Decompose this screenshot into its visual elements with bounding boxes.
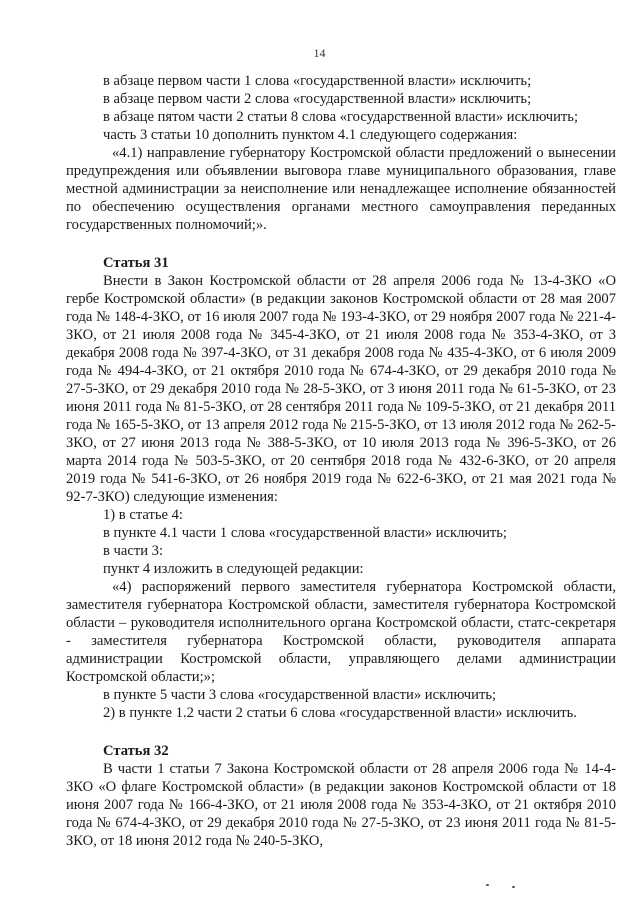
paragraph: в пункте 5 части 3 слова «государственной власти» исключить;	[103, 687, 497, 703]
paragraph: 1) в статье 4:	[103, 507, 183, 523]
paragraph: в пункте 4.1 части 1 слова «государственной власти» исключить;	[103, 525, 507, 541]
scan-speck	[486, 884, 489, 886]
quoted-paragraph: «4.1) направление губернатору Костромской области предложений о вынесении предупреждения или объявлении выговора главе муниципального образования, главе местной администрации за неисполнение или ненадлежащее исполнение обязанностей по обеспечению осуществления органами местного самоуправления переданных государственных полномочий;».	[66, 145, 616, 233]
paragraph: в абзаце пятом части 2 статьи 8 слова «государственной власти» исключить;	[103, 109, 579, 125]
scan-speck	[512, 886, 515, 888]
document-body	[66, 72, 616, 850]
paragraph: пункт 4 изложить в следующей редакции:	[103, 561, 364, 577]
page-number: 14	[313, 46, 326, 60]
paragraph: Внести в Закон Костромской области от 28 апреля 2006 года № 13-4-ЗКО «О гербе Костромской области» (в редакции законов Костромской области от 28 мая 2007 года № 148-4-ЗКО, от 16 июля 2007 года № 193-4-ЗКО, от 29 ноября 2007 года № 221-4-ЗКО, от 21 июля 2008 года № 345-4-ЗКО, от 21 июля 2008 года № 353-4-ЗКО, от 3 декабря 2008 года № 397-4-ЗКО, от 31 декабря 2008 года № 435-4-ЗКО, от 6 июля 2009 года № 494-4-ЗКО, от 21 октября 2010 года № 674-4-ЗКО, от 29 декабря 2010 года № 27-5-ЗКО, от 29 декабря 2010 года № 28-5-ЗКО, от 3 июня 2011 года № 61-5-ЗКО, от 23 июня 2011 года № 81-5-ЗКО, от 28 сентября 2011 года № 109-5-ЗКО, от 21 декабря 2011 года № 165-5-ЗКО, от 13 апреля 2012 года № 215-5-ЗКО, от 13 июля 2012 года № 262-5-ЗКО, от 27 июня 2013 года № 388-5-ЗКО, от 10 июля 2013 года № 396-5-ЗКО, от 26 марта 2014 года № 503-5-ЗКО, от 20 сентября 2018 года № 432-6-ЗКО, от 20 апреля 2019 года № 541-6-ЗКО, от 26 ноября 2019 года № 622-6-ЗКО, от 21 мая 2021 года № 92-7-ЗКО) следующие изменения:	[66, 273, 616, 505]
article-heading-32: Статья 32	[103, 743, 169, 759]
paragraph: в абзаце первом части 1 слова «государственной власти» исключить;	[103, 73, 532, 89]
paragraph: В части 1 статьи 7 Закона Костромской области от 28 апреля 2006 года № 14-4-ЗКО «О флаге Костромской области» (в редакции законов Костромской области от 18 июня 2007 года № 166-4-ЗКО, от 21 июля 2008 года № 353-4-ЗКО, от 21 октября 2010 года № 674-4-ЗКО, от 29 декабря 2010 года № 27-5-ЗКО, от 23 июня 2011 года № 81-5-ЗКО, от 18 июня 2012 года № 240-5-ЗКО,	[66, 761, 616, 849]
spacer	[66, 234, 616, 254]
quoted-paragraph: «4) распоряжений первого заместителя губернатора Костромской области, заместителя губернатора Костромской области, заместителя губернатора Костромской области – руководителя исполнительного органа Костромской области, статс-секретаря - заместителя губернатора Костромской области, руководителя аппарата администрации Костромской области, управляющего делами администрации Костромской области;»;	[66, 579, 616, 685]
paragraph: в абзаце первом части 2 слова «государственной власти» исключить;	[103, 91, 532, 107]
paragraph: 2) в пункте 1.2 части 2 статьи 6 слова «государственной власти» исключить.	[103, 705, 577, 721]
article-heading-31: Статья 31	[103, 255, 169, 271]
spacer	[66, 722, 616, 742]
paragraph: в части 3:	[103, 543, 164, 559]
paragraph: часть 3 статьи 10 дополнить пунктом 4.1 следующего содержания:	[103, 127, 518, 143]
